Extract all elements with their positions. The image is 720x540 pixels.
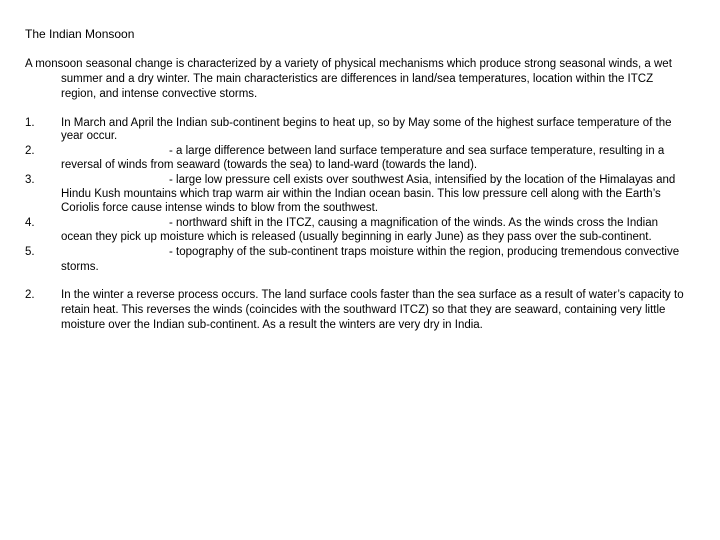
list-text-line: year occur. <box>61 130 118 142</box>
list-text-line: Hindu Kush mountains which trap warm air within the Indian ocean basin. This low pressure cell along with the Earth’s <box>61 188 661 200</box>
list-text-line: - large low pressure cell exists over southwest Asia, intensified by the location of the Himalayas and <box>169 174 676 186</box>
list-text-line: In March and April the Indian sub-continent begins to heat up, so by May some of the highest surface temperature of the <box>61 117 672 129</box>
intro-line-3: region, and intense convective storms. <box>61 88 258 100</box>
list-text-line: In the winter a reverse process occurs. The land surface cools faster than the sea surface as a result of water’s capacity to <box>61 289 684 301</box>
list-text-line: reversal of winds from seaward (towards the sea) to land-ward (towards the land). <box>61 159 478 171</box>
list-number-5: 5. <box>25 246 35 258</box>
list-number-2: 2. <box>25 145 35 157</box>
list-text-line: Coriolis force cause intense winds to blow from the southwest. <box>61 202 379 214</box>
intro-line-2: summer and a dry winter. The main characteristics are differences in land/sea temperatures, location within the ITCZ <box>61 73 654 85</box>
list-text-line: - topography of the sub-continent traps moisture within the region, producing tremendous convective <box>169 246 680 258</box>
list-number-4: 4. <box>25 217 35 229</box>
list-text-line: - a large difference between land surface temperature and sea surface temperature, resulting in a <box>169 145 665 157</box>
list-text-line: ocean they pick up moisture which is released (usually beginning in early June) as they pass over the sub-continent. <box>61 231 652 243</box>
list-text-line: moisture over the Indian sub-continent. As a result the winters are very dry in India. <box>61 319 483 331</box>
list-number-3: 3. <box>25 174 35 186</box>
list-text-line: storms. <box>61 261 99 273</box>
list-number-6: 2. <box>25 289 35 301</box>
list-number-1: 1. <box>25 117 35 129</box>
page-title: The Indian Monsoon <box>25 27 135 41</box>
list-text-line: - northward shift in the ITCZ, causing a magnification of the winds. As the winds cross the Indian <box>169 217 658 229</box>
list-text-line: retain heat. This reverses the winds (coincides with the southward ITCZ) so that they are seaward, containing very little <box>61 304 666 316</box>
intro-line-1: A monsoon seasonal change is characterized by a variety of physical mechanisms which produce strong seasonal winds, a wet <box>25 58 672 70</box>
